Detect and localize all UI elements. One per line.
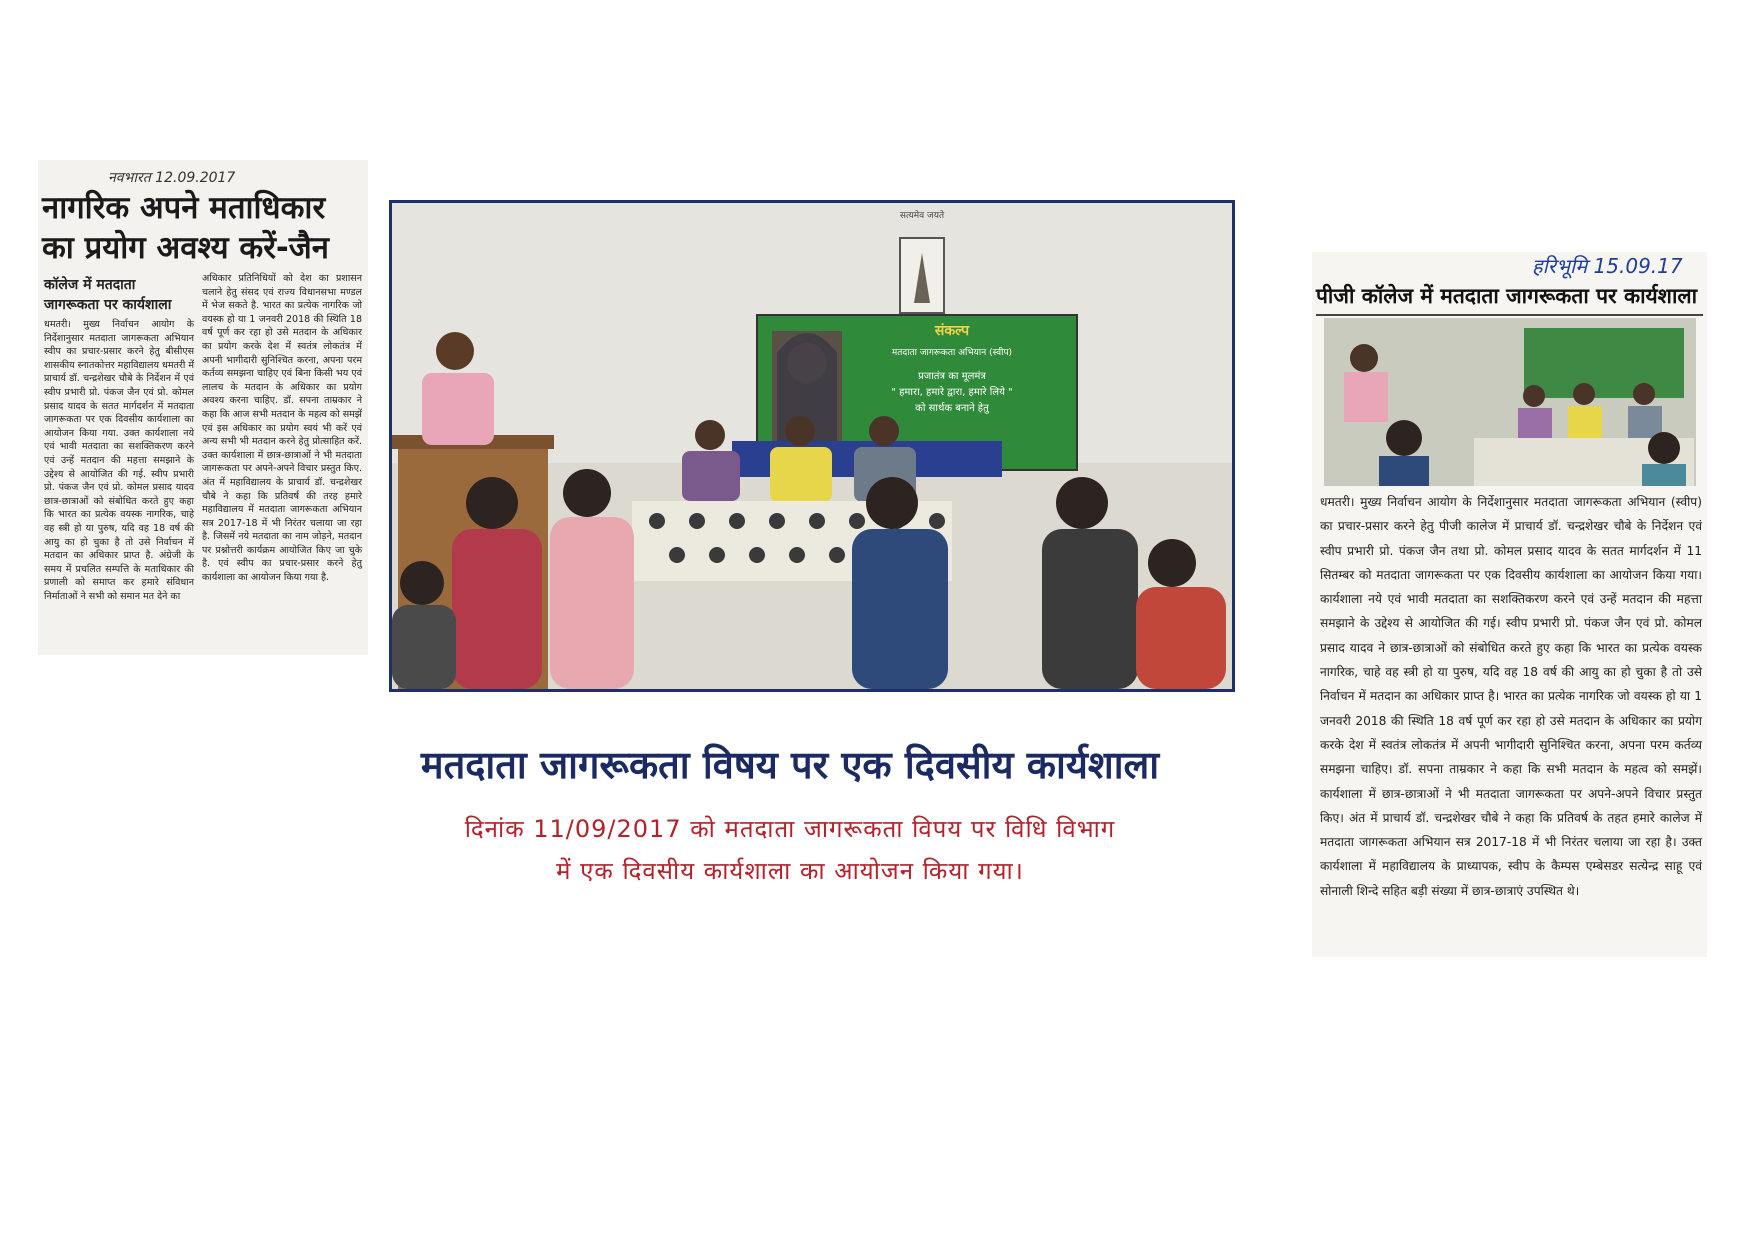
event-photo-illustration xyxy=(392,203,1232,689)
page-title: मतदाता जागरूकता विषय पर एक दिवसीय कार्यशाला xyxy=(420,743,1160,787)
caption-line-1: दिनांक 11/09/2017 को मतदाता जागरूकता विपय पर विधि विभाग xyxy=(464,815,1116,843)
left-clipping-headline: नागरिक अपने मताधिकार का प्रयोग अवश्य करें-जैन xyxy=(42,190,329,266)
wall-sign-text: सत्यमेव जयते xyxy=(899,211,945,221)
right-clipping-date: हरिभूमि 15.09.17 xyxy=(1532,254,1683,278)
right-clipping-body: धमतरी। मुख्य निर्वाचन आयोग के निर्देशानुसार मतदाता जागरूकता अभियान (स्वीप) का प्रचार-प्रसार करने हेतु पीजी कालेज में प्राचार्य डॉ. चन्द्रशेखर चौबे के निर्देशन एवं स्वीप प्रभारी प्रो. पंकज जैन तथा प्रो. कोमल प्रसाद यादव के सतत मार्गदर्शन में 11 सितम्बर को मतदाता जागरूकता पर एक दिवसीय कार्यशाला का आयोजन किया गया। कार्यशाला नये एवं भावी मतदाता का सशक्तिकरण करने एवं उन्हें मतदान की महत्ता समझाने के उद्देश्य से आयोजित की गई। स्वीप प्रभारी प्रो. पंकज जैन एवं प्रो. कोमल प्रसाद यादव ने छात्र-छात्राओं को संबोधित करते हुए कहा कि भारत का प्रत्येक वयस्क नागरिक, चाहे वह स्त्री हो या पुरुष, यदि वह 18 वर्ष की आयु का हो चुका है तो उसे निर्वाचन में मतदान का अधिकार प्राप्त है। भारत का प्रत्येक नागरिक जो वयस्क हो या 1 जनवरी 2018 की स्थिति 18 वर्ष पूर्ण कर रहा हो उसे मतदान के अधिकार का प्रयोग करके देश में स्वतंत्र लोकतंत्र में अपनी भागीदारी सुनिश्चित करना, अपना परम कर्तव्य समझना चाहिए। डॉ. सपना ताम्रकार ने कहा कि सभी मतदान के महत्व को समझें। कार्यशाला में छात्र-छात्राओं ने भी मतदाता जागरूकता पर अपने-अपने विचार प्रस्तुत किए। अंत में प्राचार्य डॉ. चन्द्रशेखर चौबे ने कहा कि प्रतिवर्ष के तहत हमारे कालेज में मतदाता जागरूकता अभियान सत्र 2017-18 में भी निरंतर चलाया जा रहा है। उक्त कार्यशाला में महाविद्यालय के प्राध्यापक, स्वीप के कैम्पस एम्बेसडर सत्येन्द्र साहू एवं सोनाली शिन्दे सहित बड़ी संख्या में छात्र-छात्राएं उपस्थित थे। xyxy=(1320,495,1702,898)
right-clipping-headline: पीजी कॉलेज में मतदाता जागरूकता पर कार्यशाला xyxy=(1316,282,1703,316)
left-clipping-column-1: धमतरी। मुख्य निर्वाचन आयोग के निर्देशानुसार मतदाता जागरूकता अभियान स्वीप का प्रचार-प्रसार करने हेतु बीसीएस शासकीय स्नातकोत्तर महाविद्यालय धमतरी में प्राचार्य डॉ. चन्द्रशेखर चौबे के निर्देशन में एवं स्वीप प्रभारी प्रो. पंकज जैन एवं प्रो. कोमल प्रसाद यादव के सतत मार्गदर्शन में मतदाता जागरूकता पर एक दिवसीय कार्यशाला का आयोजन किया गया. उक्त कार्यशाला नये एवं भावी मतदाता का सशक्तिकरण करने एवं उन्हें मतदान की महत्ता समझाने के उद्देश्य से आयोजित की गई. स्वीप प्रभारी प्रो. पंकज जैन एवं प्रो. कोमल प्रसाद यादव छात्र-छात्राओं को संबोधित करते हुए कहा कि भारत का प्रत्येक वयस्क नागरिक, चाहे वह स्त्री हो या पुरुष, यदि वह 18 वर्ष की आयु का हो चुका है तो उसे निर्वाचन में मतदान का अधिकार प्राप्त है. अंग्रेजी के समय में प्रचलित सम्पत्ति के मताधिकार की प्रणाली को समाप्त कर हमारे संविधान निर्माताओं ने सभी को समान मत देने का xyxy=(44,319,194,602)
banner-line-4: को सार्थक बनाने हेतु xyxy=(915,403,989,414)
event-photo xyxy=(389,200,1235,692)
right-newspaper-clipping xyxy=(1312,252,1707,957)
page-caption xyxy=(330,808,1250,892)
right-clipping-photo xyxy=(1324,318,1696,486)
banner-brand-text: संकल्प xyxy=(934,323,970,339)
left-clipping-date: नवभारत 12.09.2017 xyxy=(108,170,236,186)
banner-line-2: प्रजातंत्र का मूलमंत्र xyxy=(918,371,986,382)
banner-line-1: मतदाता जागरूकता अभियान (स्वीप) xyxy=(891,348,1013,358)
left-newspaper-clipping xyxy=(38,160,368,655)
banner-line-3: " हमारा, हमारे द्वारा, हमारे लिये " xyxy=(891,387,1013,398)
left-clipping-column-2: अधिकार प्रतिनिधियों को देश का प्रशासन चलाने हेतु संसद एवं राज्य विधानसभा मण्डल में भेज सकते है. भारत का प्रत्येक नागरिक जो वयस्क हो या 1 जनवरी 2018 की स्थिति 18 वर्ष पूर्ण कर रहा हो उसे मतदान के अधिकार का प्रयोग करके देश में स्वतंत्र लोकतंत्र में अपनी भागीदारी सुनिश्चित करना, अपना परम कर्तव्य समझना चाहिए एवं बिना किसी भय एवं लालच के मतदान के अधिकार का प्रयोग अवश्य करना चाहिए. डॉ. सपना ताम्रकार ने कहा कि आज सभी मतदान के महत्व को समझें एवं इस अधिकार का प्रयोग स्वयं भी करें एवं अन्य सभी भी मतदान करने हेतु प्रोत्साहित करें. उक्त कार्यशाला में छात्र-छात्राओं ने भी मतदाता जागरूकता पर अपने-अपने विचार प्रस्तुत किए. अंत में महाविद्यालय के प्राचार्य डॉ. चन्द्रशेखर चौबे ने कहा कि प्रतिवर्ष की तरह हमारे महाविद्यालय में मतदाता जागरूकता अभियान सत्र 2017-18 में भी निरंतर चलाया जा रहा है. जिसमें नये मतदाता का नाम जोड़ने, मतदान पर प्रश्नोत्तरी कार्यक्रम आयोजित किए जा चुके है. एवं स्वीप का प्रचार-प्रसार करने हेतु कार्यशाला का आयोजन किया गया है. xyxy=(202,273,362,584)
caption-line-2: में एक दिवसीय कार्यशाला का आयोजन किया गया। xyxy=(556,857,1024,885)
left-clipping-subheadline: कॉलेज में मतदाता जागरूकता पर कार्यशाला xyxy=(44,277,172,313)
